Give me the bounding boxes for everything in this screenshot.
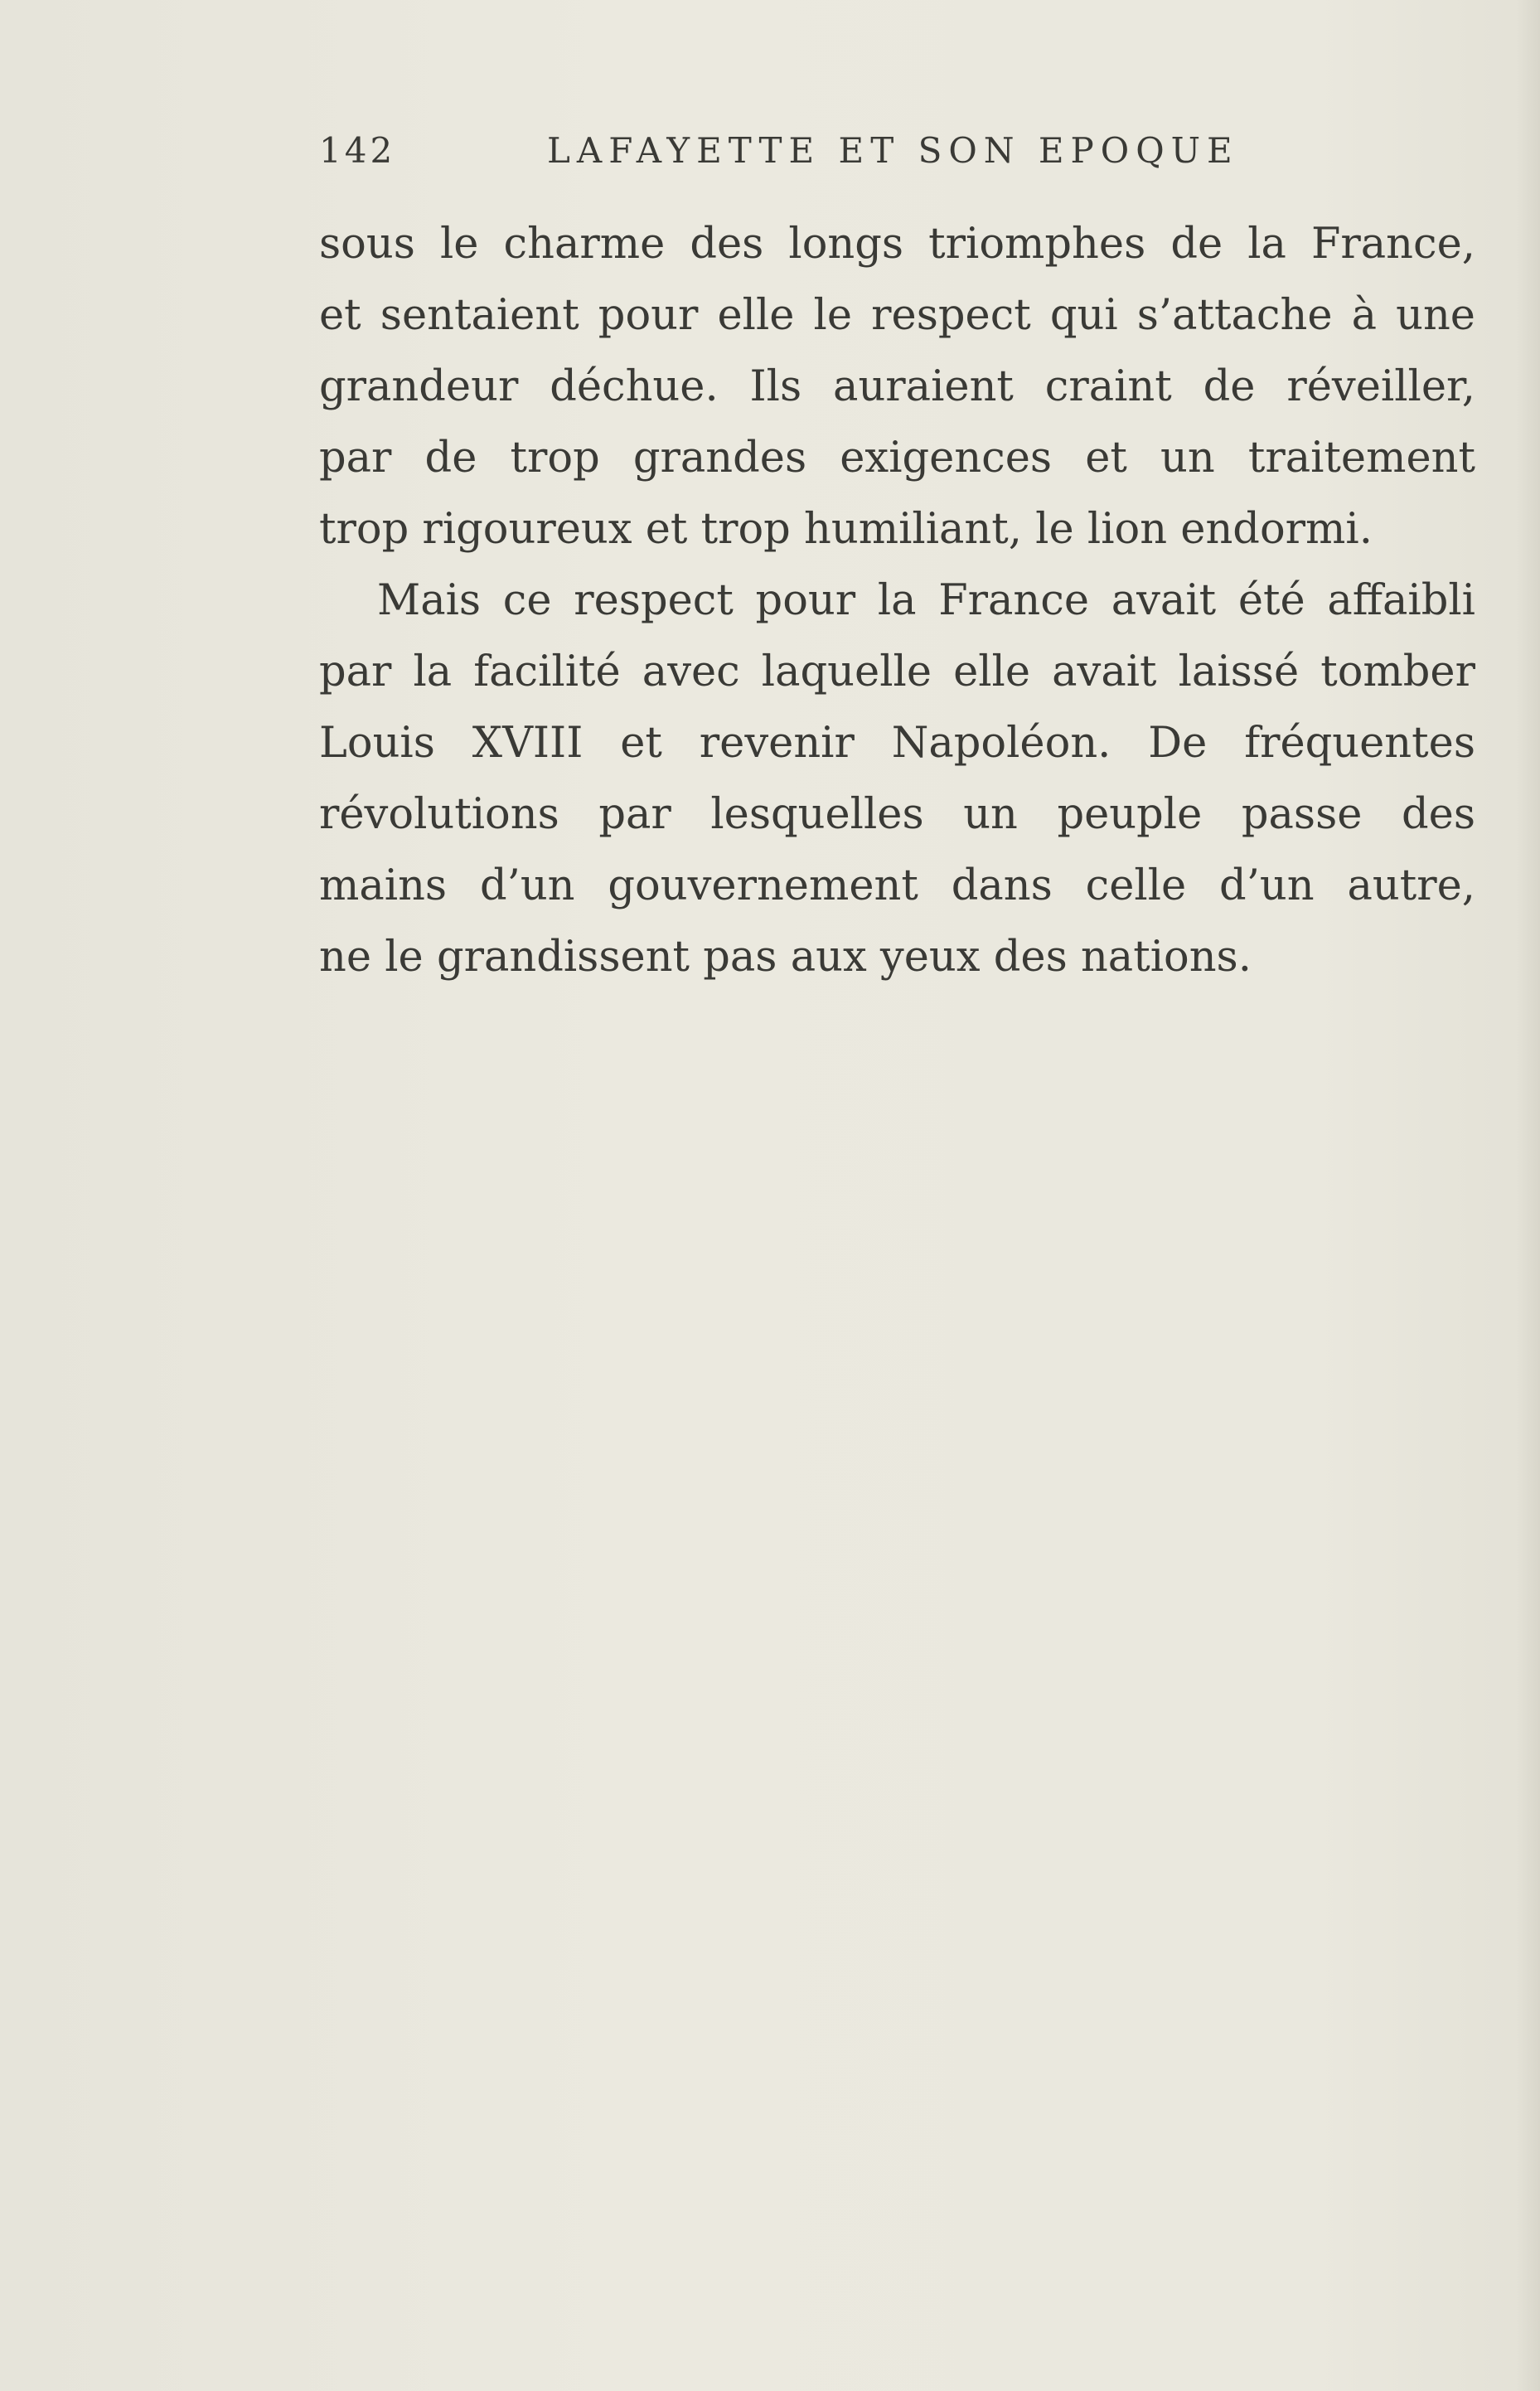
text-line: par de trop grandes exigences et un traitement <box>319 434 1475 483</box>
body-text <box>319 209 1475 993</box>
page-header <box>319 130 1479 180</box>
page-number: 142 <box>319 130 396 171</box>
text-line: sous le charme des longs triomphes de la France, <box>319 220 1475 269</box>
text-line: ne le grandissent pas aux yeux des nations. <box>319 933 1252 982</box>
text-line: mains d’un gouvernement dans celle d’un autre, <box>319 861 1475 910</box>
page-edge-shadow <box>1517 0 1540 2391</box>
text-line: par la facilité avec laquelle elle avait laissé tomber <box>319 647 1475 696</box>
text-line: Louis XVIII et revenir Napoléon. De fréquentes <box>319 719 1475 768</box>
text-line: trop rigoureux et trop humiliant, le lion endormi. <box>319 505 1373 554</box>
text-line: Mais ce respect pour la France avait été affaibli <box>377 576 1475 625</box>
text-line: et sentaient pour elle le respect qui s’attache à une <box>319 291 1475 340</box>
text-line: révolutions par lesquelles un peuple passe des <box>319 790 1475 839</box>
text-line: grandeur déchue. Ils auraient craint de réveiller, <box>319 362 1475 411</box>
running-title: LAFAYETTE ET SON EPOQUE <box>547 130 1239 171</box>
